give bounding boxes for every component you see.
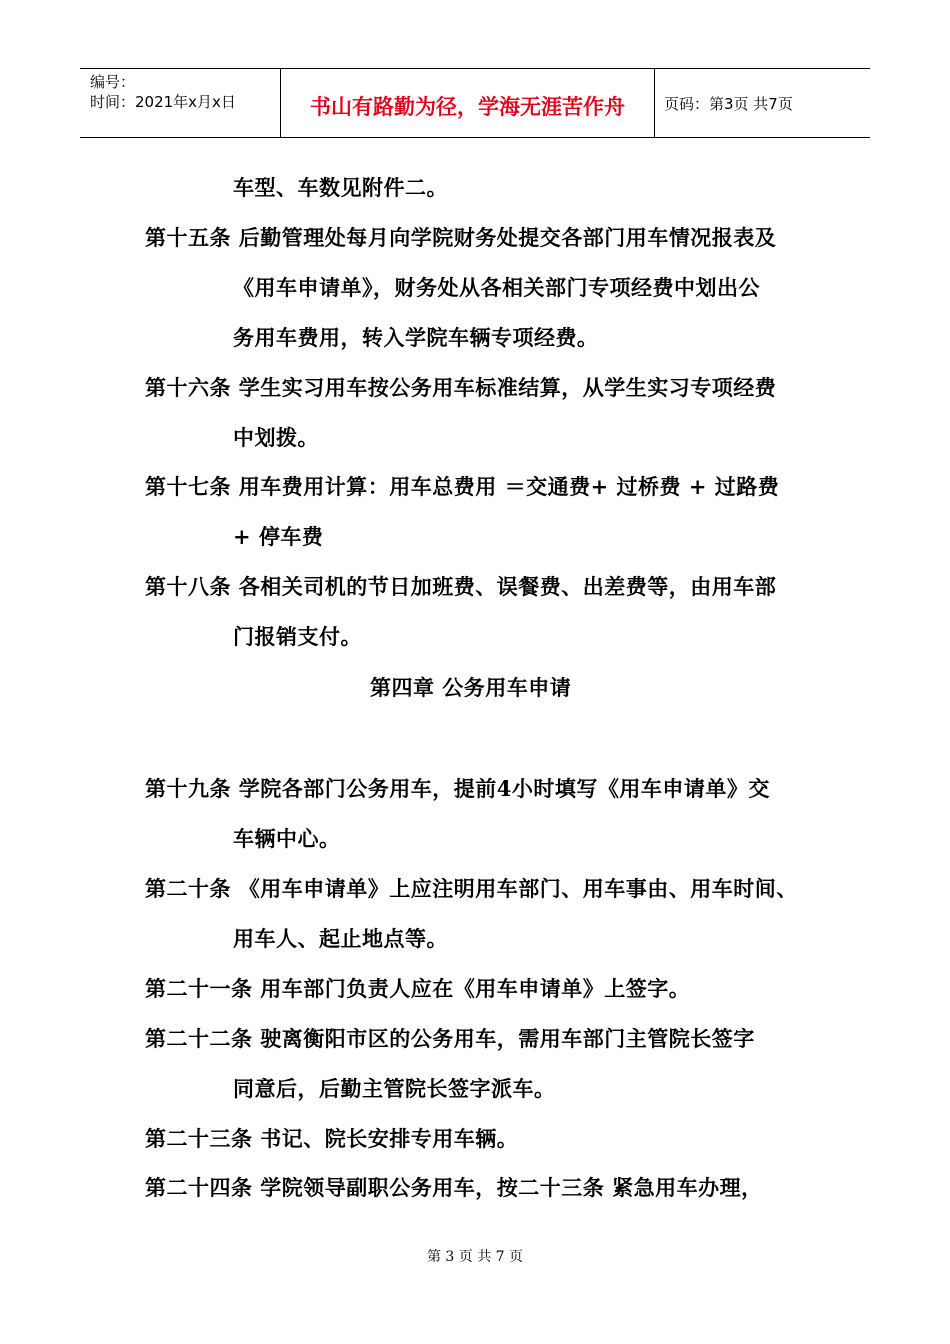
header-motto-cell [280, 69, 655, 137]
body-line: 《用车申请单》，财务处从各相关部门专项经费中划出公 [233, 275, 760, 300]
article-22-line: 第二十二条 驶离衡阳市区的公务用车，需用车部门主管院长签字 [145, 1026, 755, 1051]
article-21-line: 第二十一条 用车部门负责人应在《用车申请单》上签字。 [145, 976, 691, 1001]
article-19-line: 第十九条 学院各部门公务用车，提前4小时填写《用车申请单》交 [145, 776, 770, 801]
article-17-line: 第十七条 用车费用计算：用车总费用 ＝交通费+ 过桥费 + 过路费 [145, 474, 780, 499]
article-16-line: 第十六条 学生实习用车按公务用车标准结算，从学生实习专项经费 [145, 375, 777, 400]
article-18-line: 第十八条 各相关司机的节日加班费、误餐费、出差费等，由用车部 [145, 574, 777, 599]
body-line: 车辆中心。 [233, 826, 341, 851]
page-code-label: 页码：第3页 共7页 [664, 95, 793, 113]
body-line: 同意后，后勤主管院长签字派车。 [233, 1076, 556, 1101]
document-number-label: 编号： [90, 73, 136, 91]
header-info-cell [80, 69, 280, 137]
body-line: 门报销支付。 [233, 624, 362, 649]
document-date-label: 时间：2021年x月x日 [90, 93, 236, 111]
article-24-line: 第二十四条 学院领导副职公务用车，按二十三条 紧急用车办理， [145, 1175, 763, 1200]
body-line: 车型、车数见附件二。 [233, 175, 448, 200]
page-header [80, 68, 870, 138]
article-15-line: 第十五条 后勤管理处每月向学院财务处提交各部门用车情况报表及 [145, 225, 777, 250]
body-line: 用车人、起止地点等。 [233, 926, 448, 951]
article-20-line: 第二十条 《用车申请单》上应注明用车部门、用车事由、用车时间、 [145, 876, 798, 901]
chapter-heading: 第四章 公务用车申请 [370, 675, 572, 700]
body-line: 中划拨。 [233, 425, 319, 450]
article-23-line: 第二十三条 书记、院长安排专用车辆。 [145, 1126, 519, 1151]
body-line: 务用车费用，转入学院车辆专项经费。 [233, 325, 599, 350]
motto-text: 书山有路勤为径，学海无涯苦作舟 [310, 95, 625, 119]
body-line: + 停车费 [233, 524, 324, 549]
header-page-cell [654, 69, 870, 137]
page-footer: 第 3 页 共 7 页 [426, 1249, 524, 1265]
